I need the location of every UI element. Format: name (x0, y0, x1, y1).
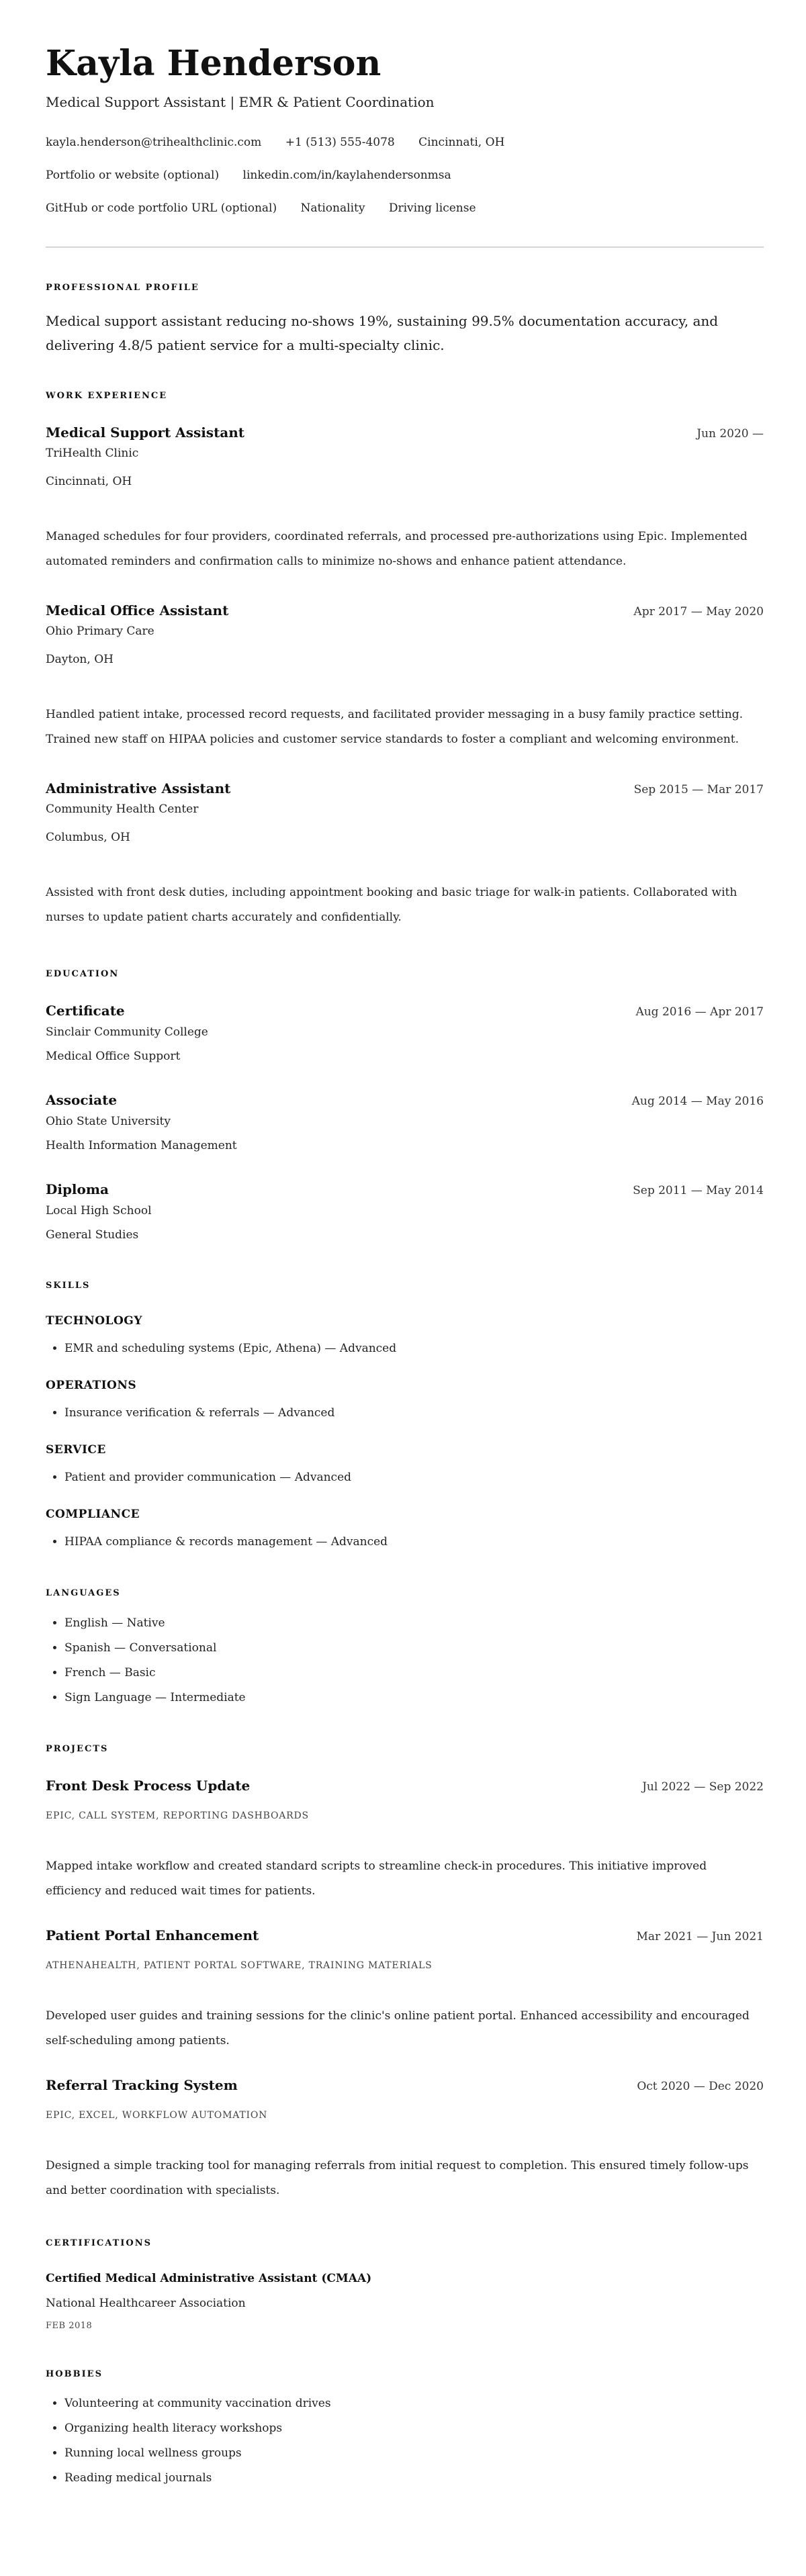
company-name: Ohio Primary Care (46, 625, 154, 638)
job-description: Handled patient intake, processed record requests, and facilitated provider messaging in a busy family practice setting. Trained new staff on HIPAA policies and customer service standards to foster a compliant and welcoming environment. (46, 708, 743, 746)
hobbies-list (46, 2391, 764, 2491)
profile-summary: Medical support assistant reducing no-shows 19%, sustaining 99.5% documentation accuracy, and delivering 4.8/5 patient service for a multi-specialty clinic. (46, 313, 719, 353)
company-name: Community Health Center (46, 802, 199, 816)
education-entry (46, 1180, 764, 1247)
date-range: Jun 2020 — (697, 427, 764, 441)
project-title: Referral Tracking System (46, 2077, 238, 2093)
language-item: • French — Basic (64, 1661, 764, 1686)
section-heading-profile: PROFESSIONAL PROFILE (46, 283, 199, 293)
skill-list (46, 1401, 764, 1426)
project-tags: ATHENAHEALTH, PATIENT PORTAL SOFTWARE, TRAINING MATERIALS (46, 1960, 433, 1971)
skill-category: OPERATIONS (46, 1379, 137, 1392)
date-range: Jul 2022 — Sep 2022 (642, 1780, 764, 1794)
entry-header (46, 1091, 764, 1109)
language-item: • Spanish — Conversational (64, 1636, 764, 1661)
section-heading-education: EDUCATION (46, 969, 120, 979)
entry-header (46, 601, 764, 620)
degree-title: Associate (46, 1092, 118, 1108)
portfolio-link[interactable]: Portfolio or website (optional) (46, 169, 220, 182)
project-entry (46, 1776, 764, 1904)
section-heading-certifications: CERTIFICATIONS (46, 2238, 152, 2248)
entry-header (46, 1001, 764, 1020)
education-entry (46, 1001, 764, 1068)
job-location: Cincinnati, OH (46, 475, 132, 488)
section-heading-experience: WORK EXPERIENCE (46, 391, 168, 401)
job-entry (46, 779, 764, 930)
project-tags: EPIC, EXCEL, WORKFLOW AUTOMATION (46, 2110, 268, 2121)
hobby-item: • Volunteering at community vaccination drives (64, 2391, 764, 2416)
header-divider (46, 246, 764, 248)
certification-entry (46, 2270, 764, 2334)
entry-header (46, 1926, 764, 1945)
hobby-item: • Reading medical journals (64, 2466, 764, 2491)
company-name: TriHealth Clinic (46, 447, 139, 460)
language-item: • English — Native (64, 1611, 764, 1636)
field-of-study: Health Information Management (46, 1139, 237, 1152)
hobby-item: • Running local wellness groups (64, 2441, 764, 2466)
degree-title: Diploma (46, 1181, 109, 1197)
hobby-item: • Organizing health literacy workshops (64, 2416, 764, 2441)
candidate-headline: Medical Support Assistant | EMR & Patient Coordination (46, 94, 435, 110)
skill-category: COMPLIANCE (46, 1508, 140, 1521)
section-heading-languages: LANGUAGES (46, 1588, 121, 1598)
job-location: Columbus, OH (46, 831, 130, 844)
job-entry (46, 423, 764, 574)
job-title: Medical Support Assistant (46, 424, 245, 441)
contact-line (46, 159, 764, 192)
school-name: Local High School (46, 1204, 152, 1217)
project-title: Front Desk Process Update (46, 1778, 251, 1794)
job-description: Managed schedules for four providers, coordinated referrals, and processed pre-authorizations using Epic. Implemented automated reminders and confirmation calls to minimize no-shows and enhance patient attendance. (46, 530, 748, 568)
date-range: Sep 2015 — Mar 2017 (633, 783, 764, 796)
certification-name: Certified Medical Administrative Assistant (CMAA) (46, 2272, 372, 2285)
school-name: Ohio State University (46, 1115, 171, 1128)
degree-title: Certificate (46, 1003, 125, 1019)
skill-group (46, 1377, 764, 1426)
linkedin-link[interactable]: linkedin.com/in/kaylahendersonmsa (242, 169, 451, 182)
github-link[interactable]: GitHub or code portfolio URL (optional) (46, 201, 277, 215)
skill-list (46, 1336, 764, 1361)
field-of-study: Medical Office Support (46, 1050, 181, 1063)
project-tags: EPIC, CALL SYSTEM, REPORTING DASHBOARDS (46, 1810, 309, 1821)
date-range: Oct 2020 — Dec 2020 (637, 2080, 764, 2093)
candidate-name: Kayla Henderson (46, 43, 382, 84)
skill-category: TECHNOLOGY (46, 1314, 142, 1328)
date-range: Aug 2016 — Apr 2017 (635, 1005, 764, 1019)
email-link[interactable]: kayla.henderson@trihealthclinic.com (46, 136, 262, 149)
skill-item: • HIPAA compliance & records management — Advanced (64, 1530, 764, 1555)
date-range: Apr 2017 — May 2020 (633, 605, 764, 618)
job-location: Dayton, OH (46, 653, 114, 666)
education-entry (46, 1091, 764, 1158)
skill-category: SERVICE (46, 1443, 106, 1457)
job-title: Administrative Assistant (46, 780, 231, 796)
job-title: Medical Office Assistant (46, 602, 229, 618)
date-range: Aug 2014 — May 2016 (631, 1095, 764, 1108)
field-of-study: General Studies (46, 1228, 139, 1242)
project-entry (46, 2076, 764, 2203)
entry-header (46, 779, 764, 798)
skill-group (46, 1506, 764, 1555)
section-heading-skills: SKILLS (46, 1281, 91, 1291)
certification-date: FEB 2018 (46, 2321, 93, 2331)
skill-list (46, 1465, 764, 1490)
project-entry (46, 1926, 764, 2054)
driving-license-text: Driving license (388, 201, 476, 215)
phone-text: +1 (513) 555-4078 (285, 136, 395, 149)
entry-header (46, 2076, 764, 2095)
section-heading-projects: PROJECTS (46, 1744, 109, 1754)
job-entry (46, 601, 764, 752)
location-text: Cincinnati, OH (418, 136, 505, 149)
contact-line (46, 126, 764, 159)
skill-group (46, 1442, 764, 1490)
entry-header (46, 423, 764, 442)
project-description: Developed user guides and training sessions for the clinic's online patient portal. Enhanced accessibility and encouraged self-scheduling among patients. (46, 2009, 750, 2048)
language-item: • Sign Language — Intermediate (64, 1686, 764, 1710)
entry-header (46, 1180, 764, 1199)
skill-item: • Insurance verification & referrals — Advanced (64, 1401, 764, 1426)
certification-issuer: National Healthcareer Association (46, 2297, 246, 2310)
entry-header (46, 1776, 764, 1795)
section-heading-hobbies: HOBBIES (46, 2369, 103, 2379)
skill-item: • Patient and provider communication — Advanced (64, 1465, 764, 1490)
job-description: Assisted with front desk duties, including appointment booking and basic triage for walk-in patients. Collaborated with nurses to update patient charts accurately and confidentially. (46, 886, 737, 924)
languages-list (46, 1611, 764, 1710)
project-description: Mapped intake workflow and created standard scripts to streamline check-in procedures. This initiative improved efficiency and reduced wait times for patients. (46, 1859, 707, 1898)
skill-item: • EMR and scheduling systems (Epic, Athena) — Advanced (64, 1336, 764, 1361)
nationality-text: Nationality (300, 201, 365, 215)
project-title: Patient Portal Enhancement (46, 1927, 259, 1943)
skill-list (46, 1530, 764, 1555)
project-description: Designed a simple tracking tool for managing referrals from initial request to completion. This ensured timely follow-ups and better coordination with specialists. (46, 2159, 749, 2197)
contact-line (46, 192, 764, 225)
school-name: Sinclair Community College (46, 1025, 208, 1039)
skill-group (46, 1313, 764, 1361)
date-range: Mar 2021 — Jun 2021 (636, 1930, 764, 1943)
date-range: Sep 2011 — May 2014 (633, 1184, 764, 1197)
